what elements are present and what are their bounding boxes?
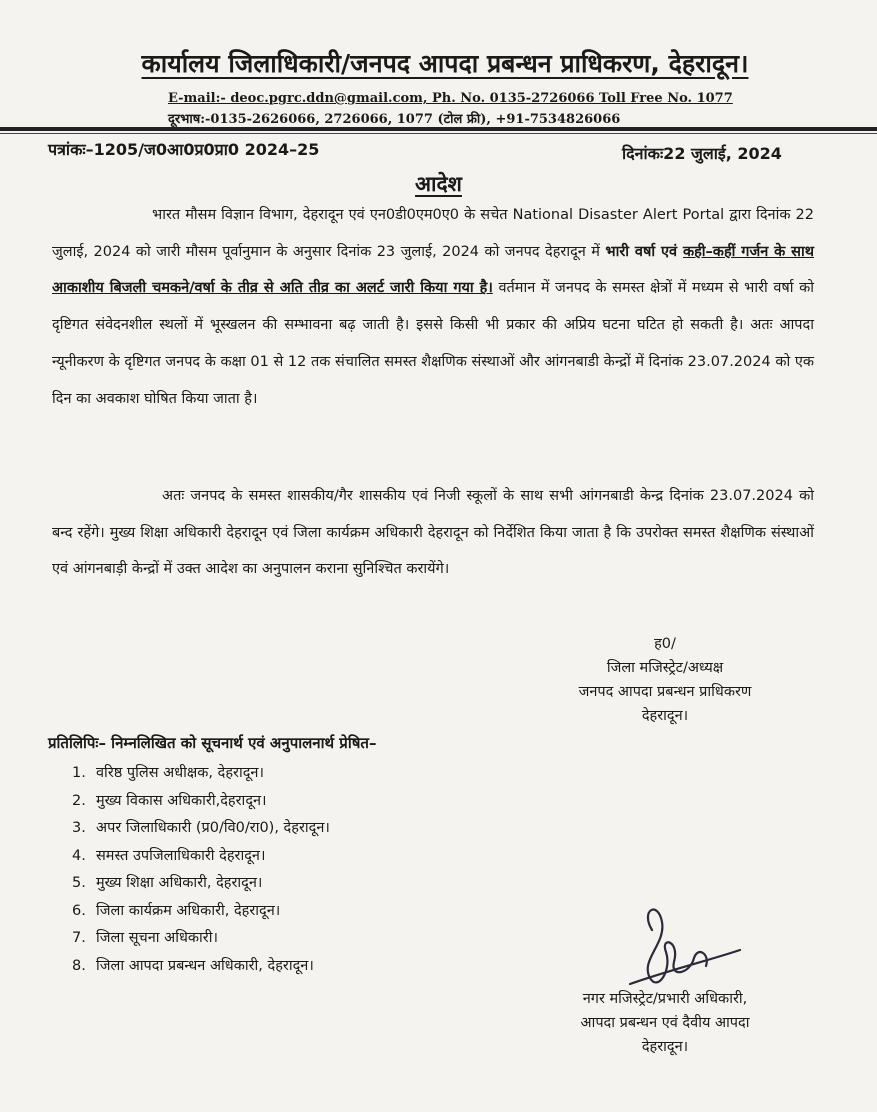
list-item-text: जिला आपदा प्रबन्धन अधिकारी, देहरादून।	[96, 957, 314, 974]
list-item	[72, 900, 330, 928]
list-item-text: समस्त उपजिलाधिकारी देहरादून।	[96, 847, 266, 864]
list-item	[72, 927, 330, 955]
header-divider-thin	[0, 133, 877, 134]
list-item-number: 1.	[72, 765, 86, 781]
list-item	[72, 790, 330, 818]
order-paragraph-1	[52, 197, 814, 417]
list-item-number: 6.	[72, 902, 86, 919]
list-item-number: 8.	[72, 957, 86, 974]
copy-to-title: प्रतिलिपिः– निम्नलिखित को सूचनार्थ एवं अनुपालनार्थ प्रेषित–	[48, 734, 377, 752]
list-item	[72, 762, 330, 790]
list-item-text: जिला कार्यक्रम अधिकारी, देहरादून।	[96, 902, 281, 919]
contact-email-line: E-mail:- deoc.pgrc.ddn@gmail.com, Ph. No. 0135-2726066 Toll Free No. 1077	[168, 91, 733, 106]
signatory-department: आपदा प्रबन्धन एवं दैवीय आपदा	[580, 1015, 750, 1031]
office-title: कार्यालय जिलाधिकारी/जनपद आपदा प्रबन्धन प्राधिकरण, देहरादून।	[141, 49, 749, 78]
paragraph-1-end: वर्तमान में जनपद के समस्त क्षेत्रों में मध्यम से भारी वर्षा को दृष्टिगत संवेदनशील स्थलों में भूस्खलन की सम्भावना बढ़ जाती है। इससे किसी भी प्रकार की अप्रिय घटना घटित हो सकती है। अतः आपदा न्यूनीकरण के दृष्टिगत जनपद के कक्षा 01 से 12 तक संचालित समस्त शैक्षणिक संस्थाओं और आंगनबाडी केन्द्रों में दिनांक 23.07.2024 को एक दिन का अवकाश घोषित किया जाता है।	[52, 280, 814, 407]
list-item-text: वरिष्ठ पुलिस अधीक्षक, देहरादून।	[96, 765, 264, 781]
signatory-designation: जिला मजिस्ट्रेट/अध्यक्ष	[606, 660, 724, 676]
signed-mark: ह0/	[654, 636, 676, 652]
header-divider	[0, 127, 877, 131]
list-item	[72, 817, 330, 845]
list-item-text: मुख्य विकास अधिकारी,देहरादून।	[96, 792, 267, 809]
signatory-authority: जनपद आपदा प्रबन्धन प्राधिकरण	[578, 684, 752, 700]
list-item-number: 3.	[72, 820, 86, 836]
letter-date: दिनांकः22 जुलाई, 2024	[622, 144, 782, 163]
list-item	[72, 955, 330, 983]
list-item-text: मुख्य शिक्षा अधिकारी, देहरादून।	[96, 875, 263, 891]
list-item-text: जिला सूचना अधिकारी।	[96, 930, 218, 946]
paragraph-1-alert: कही–कहीं गर्जन के साथ आकाशीय बिजली चमकने/वर्षा के तीव्र से अति तीव्र का अलर्ट जारी किया गया है।	[52, 243, 814, 297]
order-paragraph-2: अतः जनपद के समस्त शासकीय/गैर शासकीय एवं निजी स्कूलों के साथ सभी आंगनबाडी केन्द्र दिनांक 23.07.2024 को बन्द रहेंगे। मुख्य शिक्षा अधिकारी देहरादून एवं जिला कार्यक्रम अधिकारी देहरादून को निर्देशित किया जाता है कि उपरोक्त समस्त शैक्षणिक संस्थाओं एवं आंगनबाड़ी केन्द्रों में उक्त आदेश का अनुपालन कराना सुनिश्चित करायेंगे।	[52, 488, 814, 578]
list-item-number: 2.	[72, 792, 86, 809]
signatory-location: देहरादून।	[641, 708, 689, 724]
list-item-text: अपर जिलाधिकारी (प्र0/वि0/रा0), देहरादून।	[96, 820, 330, 836]
city-magistrate-signature-block	[525, 987, 805, 1059]
list-item	[72, 872, 330, 900]
order-heading: आदेश	[415, 172, 462, 196]
list-item-number: 4.	[72, 847, 86, 864]
reference-number: पत्रांकः–1205/ज0आ0प्र0प्रा0 2024–25	[48, 140, 320, 159]
handwritten-signature	[610, 900, 750, 1000]
contact-phone-line: दूरभाष:-0135-2626066, 2726066, 1077 (टोल फ्री), +91-7534826066	[168, 112, 621, 127]
signatory-designation: नगर मजिस्ट्रेट/प्रभारी अधिकारी,	[582, 991, 748, 1007]
list-item-number: 7.	[72, 930, 86, 946]
list-item-number: 5.	[72, 875, 86, 891]
signatory-location: देहरादून।	[641, 1039, 689, 1055]
paragraph-1-start: भारत मौसम विज्ञान विभाग, देहरादून एवं एन0डी0एम0ए0 के सचेत National Disaster Alert Portal द्वारा दिनांक 22 जुलाई, 2024 को जारी मौसम पूर्वानुमान के अनुसार दिनांक 23 जुलाई, 2024 को जनपद देहरादून में	[52, 207, 814, 260]
list-item	[72, 845, 330, 873]
district-magistrate-signature-block	[540, 632, 790, 728]
paragraph-1-bold: भारी वर्षा एवं	[605, 243, 683, 260]
copy-to-list	[72, 762, 330, 982]
